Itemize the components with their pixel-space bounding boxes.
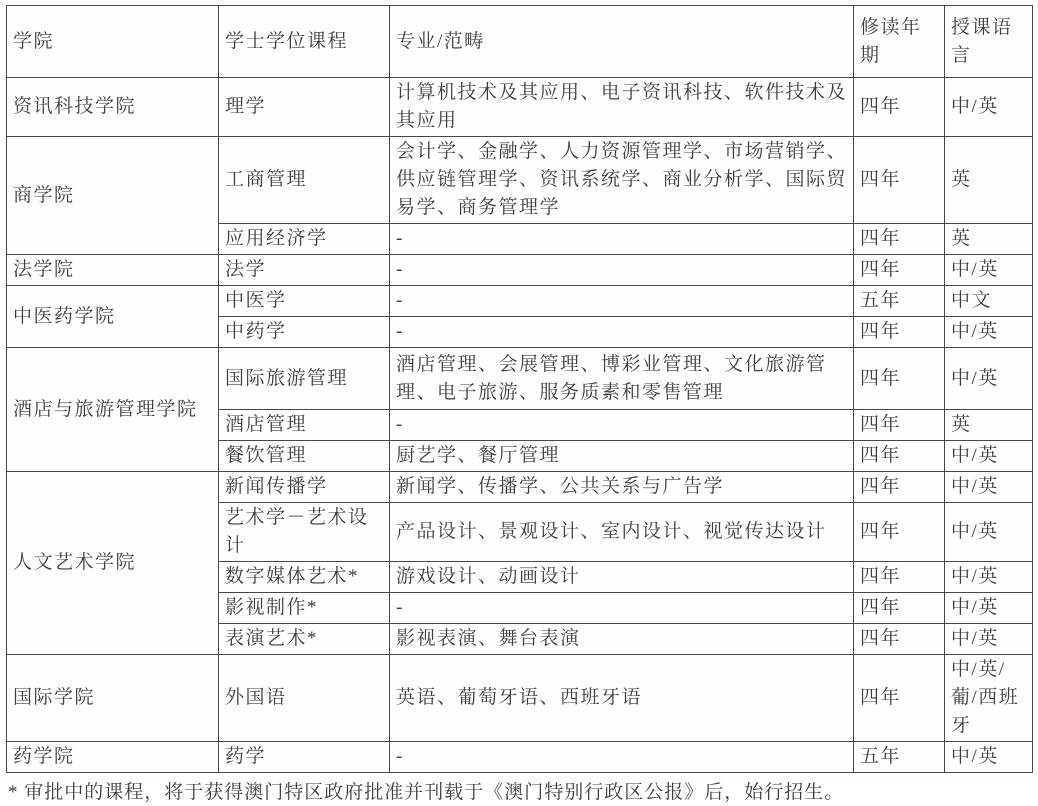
table-row — [7, 742, 1033, 773]
degree-cell: 酒店管理 — [219, 410, 390, 441]
majors-cell: - — [390, 742, 854, 773]
duration-cell: 四年 — [854, 410, 945, 441]
majors-cell: - — [390, 224, 854, 255]
language-cell: 中文 — [945, 286, 1033, 317]
degree-cell: 餐饮管理 — [219, 441, 390, 472]
duration-cell: 四年 — [854, 78, 945, 137]
table-header-row — [7, 6, 1033, 78]
language-cell: 中/英 — [945, 593, 1033, 624]
degree-cell: 理学 — [219, 78, 390, 137]
majors-cell: 游戏设计、动画设计 — [390, 562, 854, 593]
degree-cell: 表演艺术* — [219, 624, 390, 655]
language-cell: 中/英 — [945, 472, 1033, 503]
majors-cell: 新闻学、传播学、公共关系与广告学 — [390, 472, 854, 503]
majors-cell: 酒店管理、会展管理、博彩业管理、文化旅游管理、电子旅游、服务质素和零售管理 — [390, 348, 854, 410]
degree-cell: 外国语 — [219, 655, 390, 742]
language-cell: 中/英 — [945, 255, 1033, 286]
degree-cell: 影视制作* — [219, 593, 390, 624]
table-row — [7, 137, 1033, 224]
duration-cell: 四年 — [854, 472, 945, 503]
college-cell: 法学院 — [7, 255, 219, 286]
table-row — [7, 255, 1033, 286]
duration-cell: 四年 — [854, 348, 945, 410]
table-row — [7, 78, 1033, 137]
degree-cell: 艺术学－艺术设计 — [219, 503, 390, 562]
college-cell: 资讯科技学院 — [7, 78, 219, 137]
college-cell: 人文艺术学院 — [7, 472, 219, 655]
college-cell: 酒店与旅游管理学院 — [7, 348, 219, 472]
degree-cell: 中医学 — [219, 286, 390, 317]
footnote: * 审批中的课程，将于获得澳门特区政府批准并刊载于《澳门特别行政区公报》后，始行招生。 — [8, 782, 845, 803]
table-row — [7, 655, 1033, 742]
language-cell: 中/英 — [945, 348, 1033, 410]
duration-cell: 五年 — [854, 742, 945, 773]
degree-cell: 法学 — [219, 255, 390, 286]
duration-cell: 四年 — [854, 503, 945, 562]
header-language: 授课语言 — [945, 6, 1033, 78]
language-cell: 中/英 — [945, 503, 1033, 562]
language-cell: 中/英 — [945, 441, 1033, 472]
college-cell: 商学院 — [7, 137, 219, 255]
duration-cell: 四年 — [854, 593, 945, 624]
duration-cell: 四年 — [854, 317, 945, 348]
degree-cell: 工商管理 — [219, 137, 390, 224]
header-duration: 修读年期 — [854, 6, 945, 78]
header-majors: 专业/范畴 — [390, 6, 854, 78]
header-college: 学院 — [7, 6, 219, 78]
duration-cell: 四年 — [854, 137, 945, 224]
header-degree: 学士学位课程 — [219, 6, 390, 78]
majors-cell: - — [390, 317, 854, 348]
degree-cell: 中药学 — [219, 317, 390, 348]
table-row — [7, 348, 1033, 410]
language-cell: 英 — [945, 137, 1033, 224]
programs-table — [6, 5, 1033, 773]
language-cell: 中/英 — [945, 78, 1033, 137]
table-row — [7, 472, 1033, 503]
language-cell: 中/英 — [945, 562, 1033, 593]
duration-cell: 四年 — [854, 224, 945, 255]
majors-cell: - — [390, 593, 854, 624]
majors-cell: 厨艺学、餐厅管理 — [390, 441, 854, 472]
language-cell: 英 — [945, 224, 1033, 255]
degree-cell: 国际旅游管理 — [219, 348, 390, 410]
degree-cell: 药学 — [219, 742, 390, 773]
majors-cell: 会计学、金融学、人力资源管理学、市场营销学、供应链管理学、资讯系统学、商业分析学、国际贸易学、商务管理学 — [390, 137, 854, 224]
majors-cell: - — [390, 255, 854, 286]
college-cell: 国际学院 — [7, 655, 219, 742]
duration-cell: 四年 — [854, 624, 945, 655]
language-cell: 中/英/葡/西班牙 — [945, 655, 1033, 742]
degree-cell: 新闻传播学 — [219, 472, 390, 503]
majors-cell: 影视表演、舞台表演 — [390, 624, 854, 655]
duration-cell: 五年 — [854, 286, 945, 317]
majors-cell: - — [390, 286, 854, 317]
language-cell: 英 — [945, 410, 1033, 441]
majors-cell: 计算机技术及其应用、电子资讯科技、软件技术及其应用 — [390, 78, 854, 137]
degree-cell: 应用经济学 — [219, 224, 390, 255]
college-cell: 药学院 — [7, 742, 219, 773]
language-cell: 中/英 — [945, 742, 1033, 773]
language-cell: 中/英 — [945, 317, 1033, 348]
majors-cell: 英语、葡萄牙语、西班牙语 — [390, 655, 854, 742]
duration-cell: 四年 — [854, 255, 945, 286]
duration-cell: 四年 — [854, 441, 945, 472]
table-row — [7, 286, 1033, 317]
majors-cell: - — [390, 410, 854, 441]
degree-cell: 数字媒体艺术* — [219, 562, 390, 593]
duration-cell: 四年 — [854, 655, 945, 742]
majors-cell: 产品设计、景观设计、室内设计、视觉传达设计 — [390, 503, 854, 562]
college-cell: 中医药学院 — [7, 286, 219, 348]
duration-cell: 四年 — [854, 562, 945, 593]
language-cell: 中/英 — [945, 624, 1033, 655]
